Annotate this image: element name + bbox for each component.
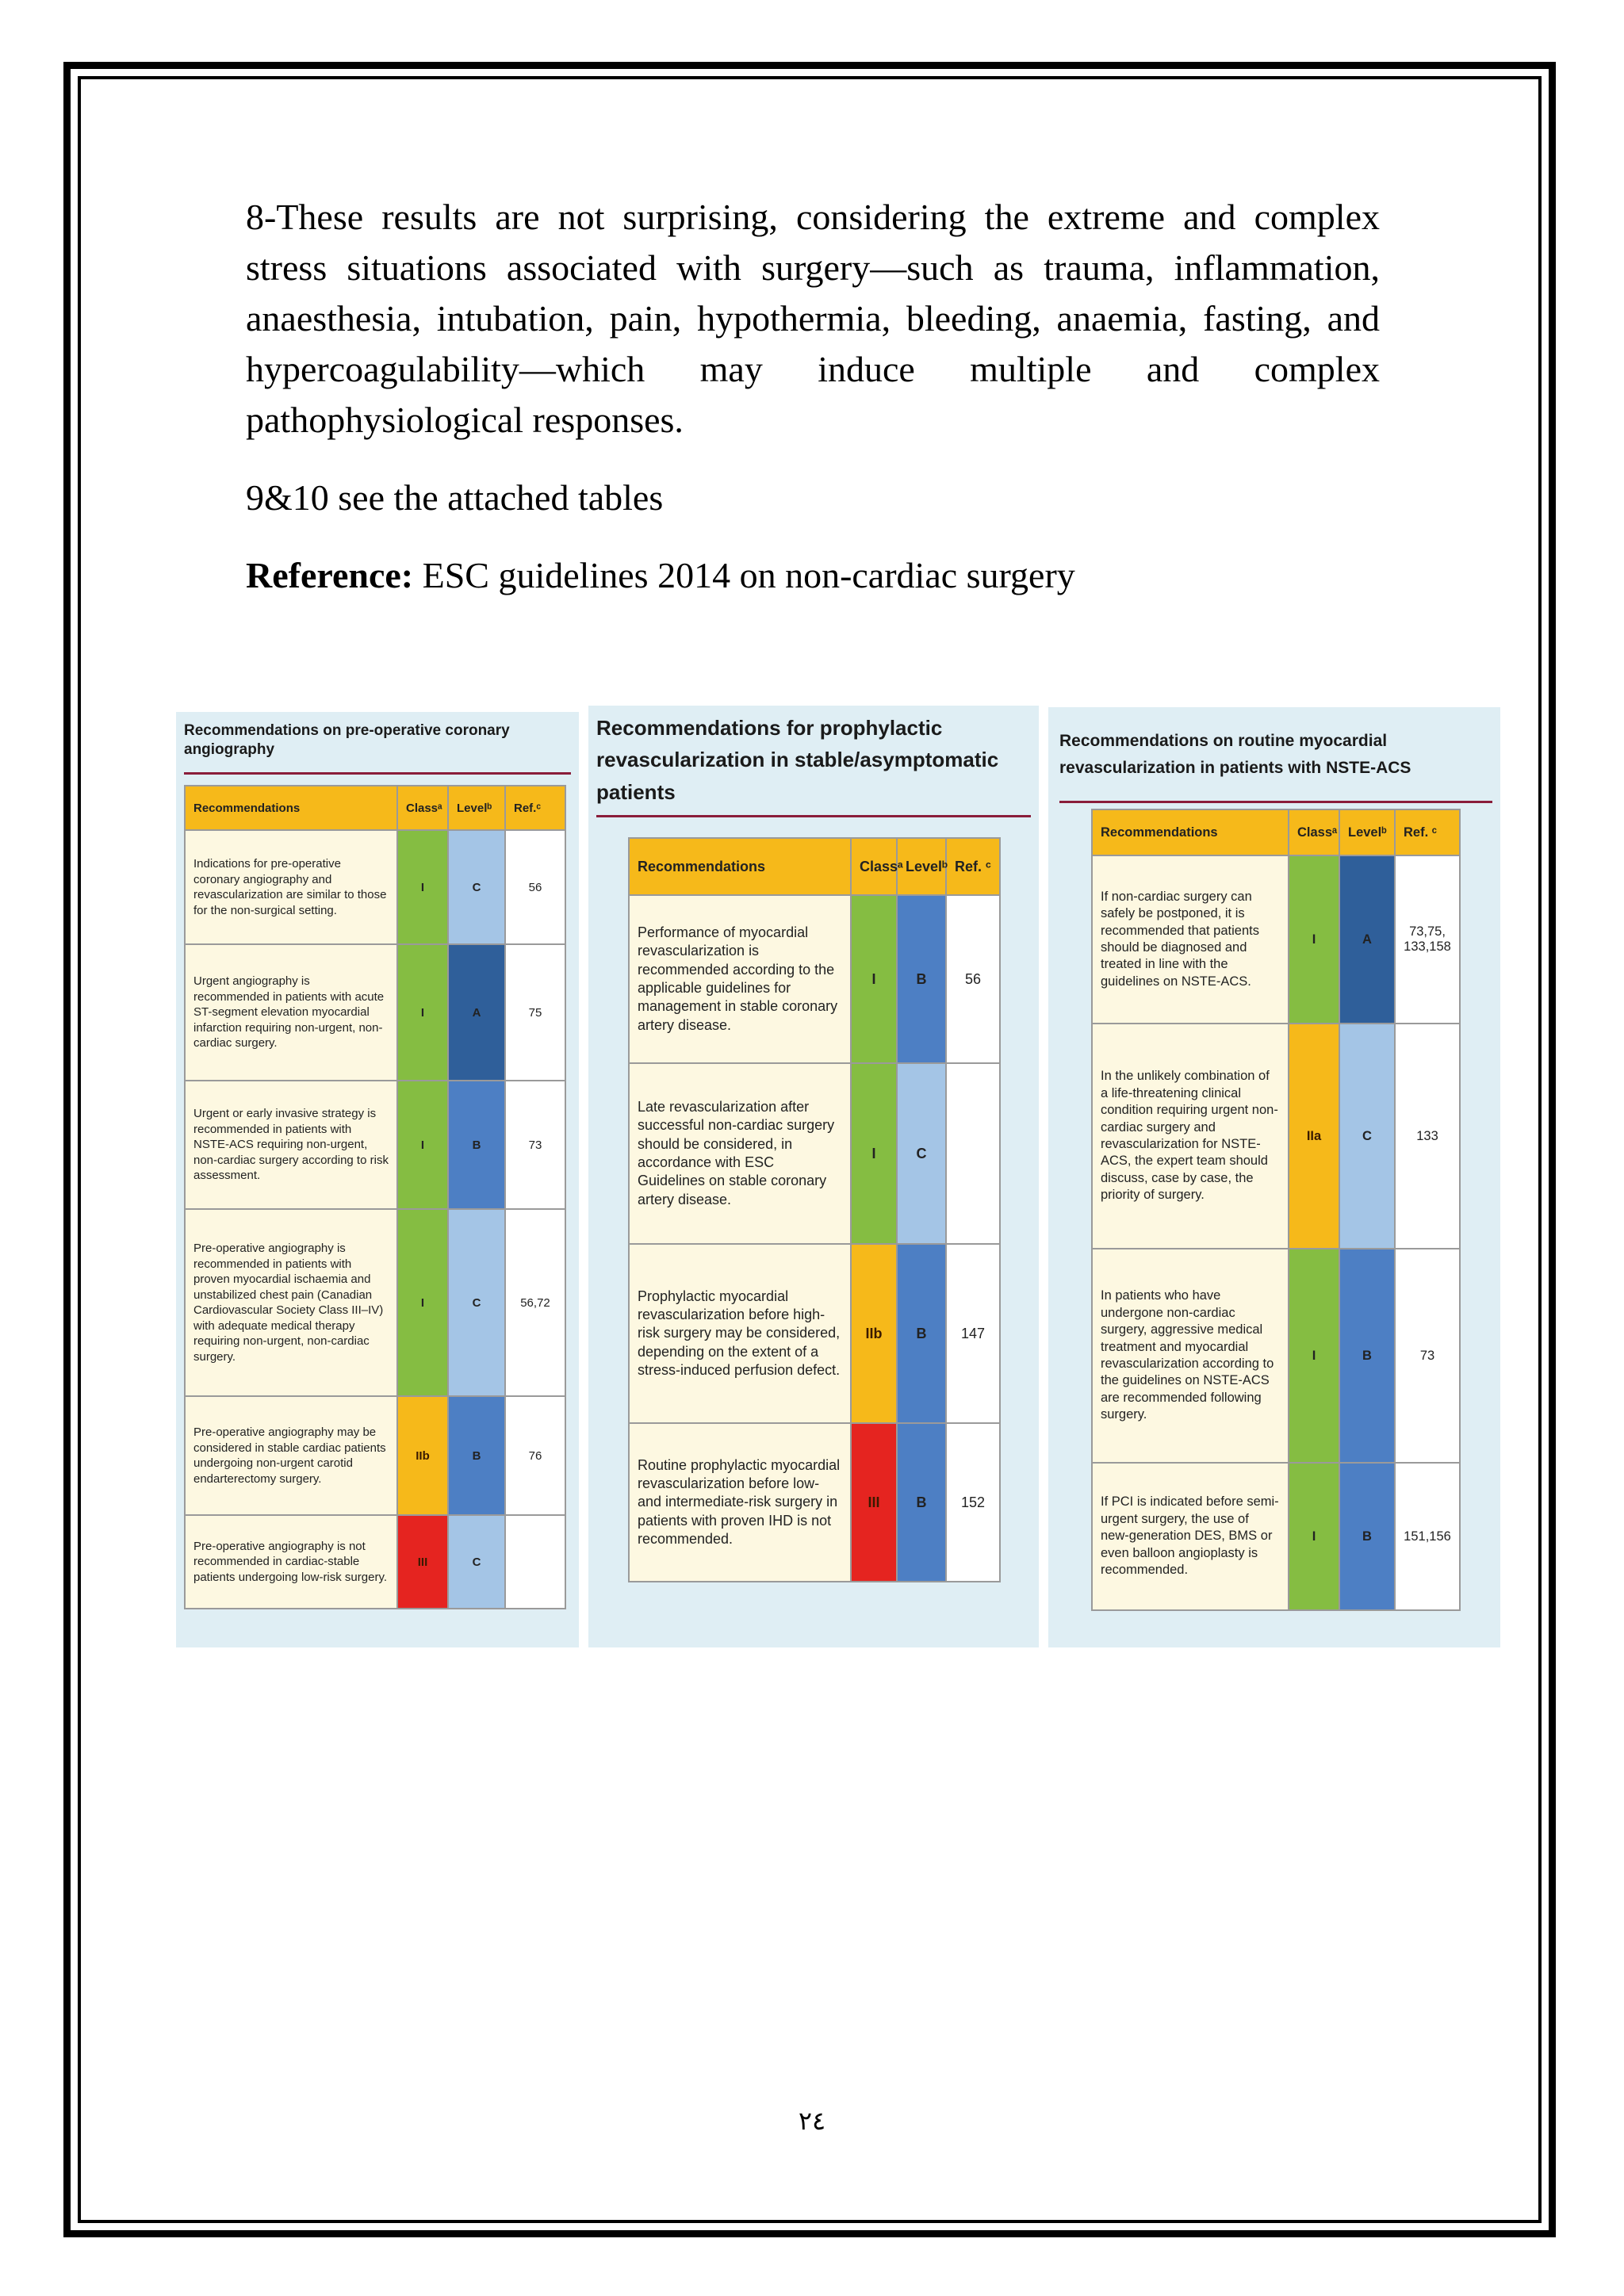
level-cell: C (448, 1209, 505, 1396)
ref-cell (946, 1063, 1000, 1244)
level-cell: B (1339, 1463, 1395, 1610)
header-recommendations: Recommendations (1092, 809, 1289, 855)
table-row (629, 1244, 1000, 1423)
recommendations-table (1091, 809, 1461, 1611)
recommendation-text: Pre-operative angiography is not recommended in cardiac-stable patients undergoing low-risk surgery. (185, 1515, 397, 1609)
recommendation-text: If non-cardiac surgery can safely be postponed, it is recommended that patients should be diagnosed and treated in line with the guidelines on NSTE-ACS. (1092, 855, 1289, 1024)
level-cell: A (448, 944, 505, 1081)
header-ref: Ref.ᶜ (505, 786, 565, 830)
level-cell: C (448, 1515, 505, 1609)
ref-cell: 56 (505, 830, 565, 944)
table-row (185, 1081, 565, 1209)
table-title: Recommendations on routine myocardial revascularization in patients with NSTE-ACS (1059, 732, 1411, 777)
ref-cell: 56,72 (505, 1209, 565, 1396)
header-level: Levelᵇ (1339, 809, 1395, 855)
table-row (1092, 1463, 1460, 1610)
recommendation-text: Urgent angiography is recommended in patients with acute ST-segment elevation myocardial infarction requiring non-urgent, non-cardiac surgery. (185, 944, 397, 1081)
recommendation-text: If PCI is indicated before semi-urgent surgery, the use of new-generation DES, BMS or even balloon angioplasty is recommended. (1092, 1463, 1289, 1610)
class-cell: I (397, 1081, 448, 1209)
paragraph-9-10: 9&10 see the attached tables (246, 477, 664, 518)
level-cell: B (448, 1396, 505, 1515)
class-cell: III (851, 1423, 897, 1582)
title-rule (184, 772, 571, 775)
table-row (185, 1515, 565, 1609)
table-row (629, 895, 1000, 1063)
level-cell: C (1339, 1024, 1395, 1249)
header-ref: Ref. ᶜ (1395, 809, 1460, 855)
level-cell: A (1339, 855, 1395, 1024)
title-rule (1059, 801, 1492, 803)
table-panel-prophylactic-revascularization (588, 706, 1039, 1647)
class-cell: I (851, 1063, 897, 1244)
ref-cell: 56 (946, 895, 1000, 1063)
table-header-row (185, 786, 565, 830)
ref-cell: 75 (505, 944, 565, 1081)
class-cell: I (1289, 1249, 1339, 1463)
table-row (629, 1423, 1000, 1582)
table-title: Recommendations for prophylactic revascularization in stable/asymptomatic patients (596, 716, 999, 804)
table-panel-nste-acs (1048, 707, 1500, 1647)
reference-line (246, 550, 1380, 601)
class-cell: I (397, 944, 448, 1081)
class-cell: I (851, 895, 897, 1063)
recommendation-text: Routine prophylactic myocardial revascularization before low- and intermediate-risk surgery in patients with proven IHD is not recommended. (629, 1423, 851, 1582)
table-panel-angiography (176, 712, 579, 1647)
recommendation-text: Prophylactic myocardial revascularization before high-risk surgery may be considered, depending on the extent of a stress-induced perfusion defect. (629, 1244, 851, 1423)
class-cell: IIb (851, 1244, 897, 1423)
recommendation-text: In patients who have undergone non-cardiac surgery, aggressive medical treatment and myocardial revascularization according to the guidelines on NSTE-ACS are recommended following surgery. (1092, 1249, 1289, 1463)
ref-cell: 147 (946, 1244, 1000, 1423)
header-recommendations: Recommendations (629, 838, 851, 895)
ref-cell: 76 (505, 1396, 565, 1515)
recommendation-text: Performance of myocardial revascularization is recommended according to the applicable guidelines for management in stable coronary artery disease. (629, 895, 851, 1063)
paragraph-8: 8-These results are not surprising, considering the extreme and complex stress situations associated with surgery—such as trauma, inflammation, anaesthesia, intubation, pain, hypothermia, bleeding, anaemia, fasting, and hypercoagulability—which may induce multiple and complex pathophysiological responses. (246, 197, 1380, 440)
table-row (185, 1396, 565, 1515)
reference-label: Reference: (246, 555, 414, 595)
ref-cell (505, 1515, 565, 1609)
recommendation-text: Indications for pre-operative coronary angiography and revascularization are similar to those for the non-surgical setting. (185, 830, 397, 944)
table-header-row (629, 838, 1000, 895)
class-cell: IIb (397, 1396, 448, 1515)
table-header-row (1092, 809, 1460, 855)
level-cell: B (897, 895, 946, 1063)
table-row (185, 1209, 565, 1396)
header-ref: Ref. ᶜ (946, 838, 1000, 895)
ref-cell: 73 (505, 1081, 565, 1209)
table-row (185, 944, 565, 1081)
ref-cell: 151,156 (1395, 1463, 1460, 1610)
class-cell: I (1289, 855, 1339, 1024)
header-class: Classᵃ (851, 838, 897, 895)
page-number: ٢٤ (798, 2106, 826, 2136)
table-row (1092, 855, 1460, 1024)
table-row (1092, 1249, 1460, 1463)
header-recommendations: Recommendations (185, 786, 397, 830)
ref-cell: 73,75, 133,158 (1395, 855, 1460, 1024)
level-cell: C (897, 1063, 946, 1244)
level-cell: B (897, 1423, 946, 1582)
ref-cell: 133 (1395, 1024, 1460, 1249)
class-cell: I (397, 1209, 448, 1396)
title-rule (596, 815, 1031, 817)
recommendations-table (184, 785, 566, 1609)
header-level: Levelᵇ (448, 786, 505, 830)
reference-text: ESC guidelines 2014 on non-cardiac surgery (413, 555, 1075, 595)
table-row (629, 1063, 1000, 1244)
class-cell: I (397, 830, 448, 944)
header-level: Levelᵇ (897, 838, 946, 895)
recommendation-text: Urgent or early invasive strategy is recommended in patients with NSTE-ACS requiring non-urgent, non-cardiac surgery according to risk assessment. (185, 1081, 397, 1209)
table-row (185, 830, 565, 944)
level-cell: C (448, 830, 505, 944)
table-row (1092, 1024, 1460, 1249)
recommendations-table (628, 837, 1001, 1582)
class-cell: III (397, 1515, 448, 1609)
recommendation-text: Pre-operative angiography is recommended in patients with proven myocardial ischaemia and unstabilized chest pain (Canadian Cardiovascular Society Class III–IV) with adequate medical therapy requiring non-urgent, non-cardiac surgery. (185, 1209, 397, 1396)
table-title: Recommendations on pre-operative coronary angiography (184, 722, 510, 758)
ref-cell: 152 (946, 1423, 1000, 1582)
recommendation-text: Pre-operative angiography may be considered in stable cardiac patients undergoing non-urgent carotid endarterectomy surgery. (185, 1396, 397, 1515)
recommendation-text: Late revascularization after successful non-cardiac surgery should be considered, in accordance with ESC Guidelines on stable coronary artery disease. (629, 1063, 851, 1244)
recommendation-text: In the unlikely combination of a life-threatening clinical condition requiring urgent non-cardiac surgery and revascularization for NSTE-ACS, the expert team should discuss, case by case, the priority of surgery. (1092, 1024, 1289, 1249)
header-class: Classᵃ (1289, 809, 1339, 855)
level-cell: B (897, 1244, 946, 1423)
ref-cell: 73 (1395, 1249, 1460, 1463)
class-cell: I (1289, 1463, 1339, 1610)
level-cell: B (448, 1081, 505, 1209)
body-text (246, 192, 1380, 601)
level-cell: B (1339, 1249, 1395, 1463)
header-class: Classᵃ (397, 786, 448, 830)
class-cell: IIa (1289, 1024, 1339, 1249)
